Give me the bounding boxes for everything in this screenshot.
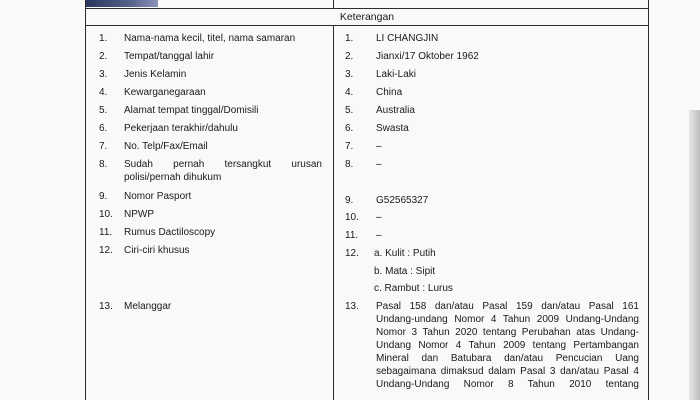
row-value: – [376,159,382,170]
row-value: Australia [376,105,415,116]
row-value-number: 5. [345,105,354,116]
row-value-line: Undang-Undang Nomor 8 Tahun 2010 tentang [376,379,639,390]
row-label: Kewarganegaraan [124,87,206,98]
row-value: China [376,87,403,98]
row-value-number: 4. [345,87,354,98]
row-number: 2. [99,51,108,62]
row-label: NPWP [124,209,154,220]
row-label: Pekerjaan terakhir/dahulu [124,123,238,134]
row-number: 5. [99,105,108,116]
row-value-number: 8. [345,159,354,170]
row-number: 7. [99,141,108,152]
row-value-number: 3. [345,69,354,80]
table-column-divider [333,25,334,400]
row-value-line: sebagaimana dimaksud dalam Pasal 3 dan/atau Pasal 4 [376,366,639,377]
row-number: 10. [99,209,113,220]
row-value: – [376,230,382,241]
row-value-number: 2. [345,51,354,62]
row-number: 8. [99,159,108,170]
row-value-line: Undang Nomor 4 Tahun 2009 tentang Pertambangan [376,340,639,351]
row-value-number: 1. [345,33,354,44]
row-number: 12. [99,245,113,256]
row-number: 13. [99,301,113,312]
row-value-number: 12. [345,248,359,259]
row-label: Tempat/tanggal lahir [124,51,215,62]
row-value-item: c. Rambut : Lurus [374,283,453,294]
row-value-number: 9. [345,195,354,206]
row-label: Nomor Pasport [124,191,192,202]
row-label: Sudah pernah tersangkut urusan [124,159,322,170]
table-header-border [85,25,649,26]
row-value: – [376,141,382,152]
row-value-line: Mineral dan Batubara dan/atau Pencucian Uang [376,353,639,364]
table-top-divider [333,0,334,8]
row-value-item: b. Mata : Sipit [374,266,436,277]
row-value-item: a. Kulit : Putih [374,248,436,259]
row-value: Jianxi/17 Oktober 1962 [376,51,479,62]
row-number: 3. [99,69,108,80]
row-value-line: Pasal 158 dan/atau Pasal 159 dan/atau Pasal 161 [376,301,639,312]
row-label: Alamat tempat tinggal/Domisili [124,105,259,116]
row-label: Ciri-ciri khusus [124,245,190,256]
row-number: 4. [99,87,108,98]
row-value: Laki-Laki [376,69,417,80]
row-value: LI CHANGJIN [376,33,439,44]
row-value-number: 10. [345,212,359,223]
page-edge-shadow [689,110,700,400]
row-number: 1. [99,33,108,44]
row-value-line: Nomor 3 Tahun 2020 tentang Perubahan atas Undang- [376,327,639,338]
row-label: Rumus Dactiloscopy [124,227,216,238]
row-label: Melanggar [124,301,172,312]
row-value: G52565327 [376,195,429,206]
row-number: 6. [99,123,108,134]
row-label-continuation: polisi/pernah dihukum [124,172,222,183]
row-value-number: 11. [345,230,359,241]
row-number: 9. [99,191,108,202]
row-value: – [376,212,382,223]
row-value-number: 13. [345,301,359,312]
row-label: No. Telp/Fax/Email [124,141,208,152]
row-value-number: 7. [345,141,354,152]
row-label: Jenis Kelamin [124,69,187,80]
row-number: 11. [99,227,113,238]
row-value-number: 6. [345,123,354,134]
table-header-title: Keterangan [339,11,395,23]
row-value-line: Undang-undang Nomor 4 Tahun 2009 Undang-Undang [376,314,639,325]
row-value: Swasta [376,123,409,134]
row-label: Nama-nama kecil, titel, nama samaran [124,33,296,44]
